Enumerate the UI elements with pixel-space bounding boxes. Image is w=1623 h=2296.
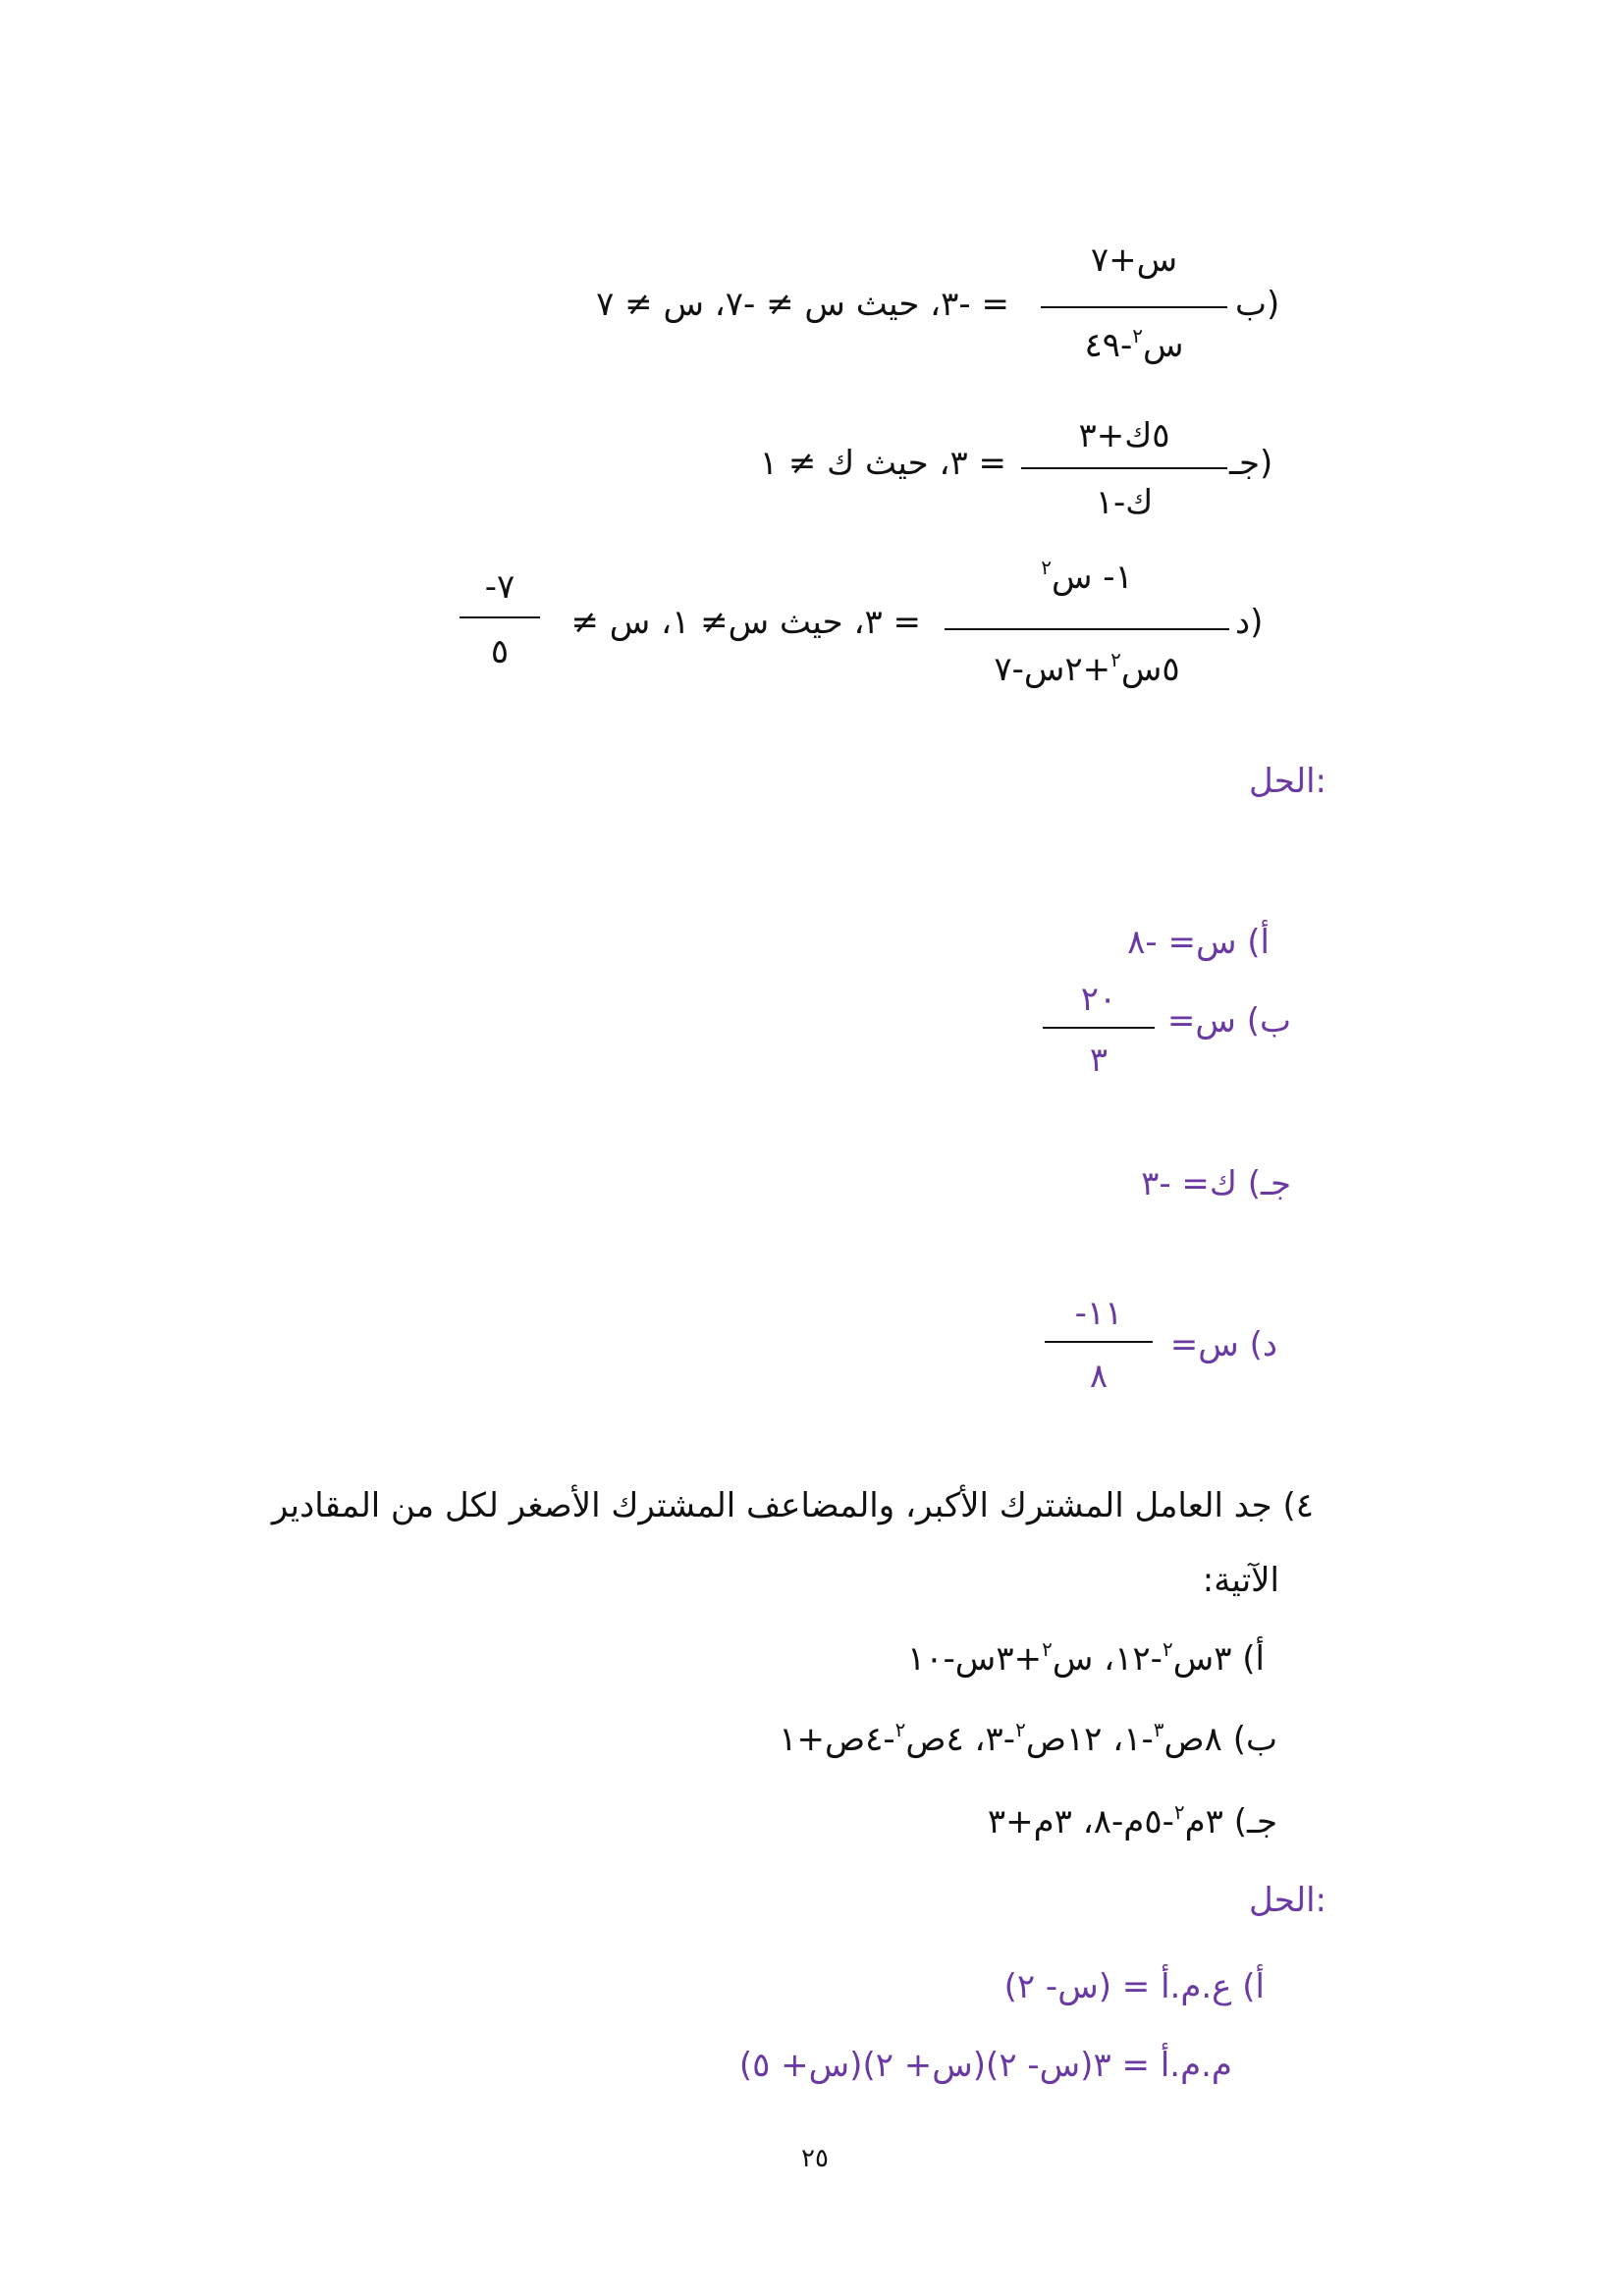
fraction-bar	[1045, 1341, 1153, 1343]
problem-c-denominator: ك-١	[1095, 483, 1154, 522]
problem-d-numerator: ١- س$^٢$	[1041, 556, 1133, 597]
solution-d-label: د) س=	[1169, 1325, 1277, 1364]
solution-b-denominator: ٣	[1089, 1041, 1109, 1080]
problem-c-numerator: ٥ك+٣	[1078, 416, 1170, 455]
fraction-bar	[945, 628, 1229, 630]
problem-d-exclusion-denominator: ٥	[490, 632, 510, 671]
problem-b-numerator: س+٧	[1090, 240, 1178, 280]
question-4-item-a: أ) ٣س$^٢$-١٢، س$^٢$+٣س-١٠	[907, 1637, 1265, 1679]
fraction-bar	[460, 616, 540, 618]
solution-d-denominator: ٨	[1089, 1357, 1109, 1396]
question-4-item-b: ب) ٨ص$^٣$-١، ١٢ص$^٢$-٣، ٤ص$^٢$-٤ص+١	[779, 1718, 1277, 1759]
page-number: ٢٥	[801, 2144, 829, 2173]
fraction-bar	[1041, 306, 1227, 308]
solution-heading: الحل:	[1249, 1881, 1326, 1920]
question-4-text: ٤) جد العامل المشترك الأكبر، والمضاعف المشترك الأصغر لكل من المقادير	[271, 1486, 1314, 1525]
solution-b-label: ب) س=	[1166, 1001, 1291, 1041]
solution-a: أ) س= -٨	[1127, 923, 1270, 962]
solution-heading: الحل:	[1249, 762, 1326, 801]
solution-c: جـ) ك= -٣	[1141, 1164, 1291, 1203]
solution-gcf: أ) ع.م.أ = (س- ٢)	[1003, 1967, 1265, 2006]
problem-b-denominator: س$^٢$-٤٩	[1084, 324, 1184, 365]
problem-b-condition: = -٣، حيث س ≠ -٧، س ≠ ٧	[596, 285, 1009, 324]
problem-d-label: د)	[1235, 603, 1264, 642]
question-4-item-c: جـ) ٣م$^٢$-٥م-٨، ٣م+٣	[987, 1800, 1277, 1842]
problem-b-label: ب)	[1235, 285, 1280, 324]
problem-c-label: جـ)	[1229, 444, 1273, 483]
question-4-text-continued: الآتية:	[1202, 1561, 1279, 1600]
solution-d-numerator: -١١	[1074, 1294, 1123, 1333]
problem-d-condition: = ٣، حيث س≠ ١، س ≠	[570, 603, 921, 642]
solution-b-numerator: ٢٠	[1080, 980, 1117, 1019]
fraction-bar	[1021, 467, 1227, 469]
problem-d-denominator: ٥س$^٢$+٢س-٧	[994, 648, 1180, 689]
fraction-bar	[1043, 1027, 1155, 1029]
problem-c-condition: = ٣، حيث ك ≠ ١	[759, 444, 1006, 483]
solution-lcm: م.م.أ = ٣(س- ٢)(س+ ٢)(س+ ٥)	[738, 2046, 1232, 2085]
problem-d-exclusion-numerator: -٧	[484, 567, 515, 607]
